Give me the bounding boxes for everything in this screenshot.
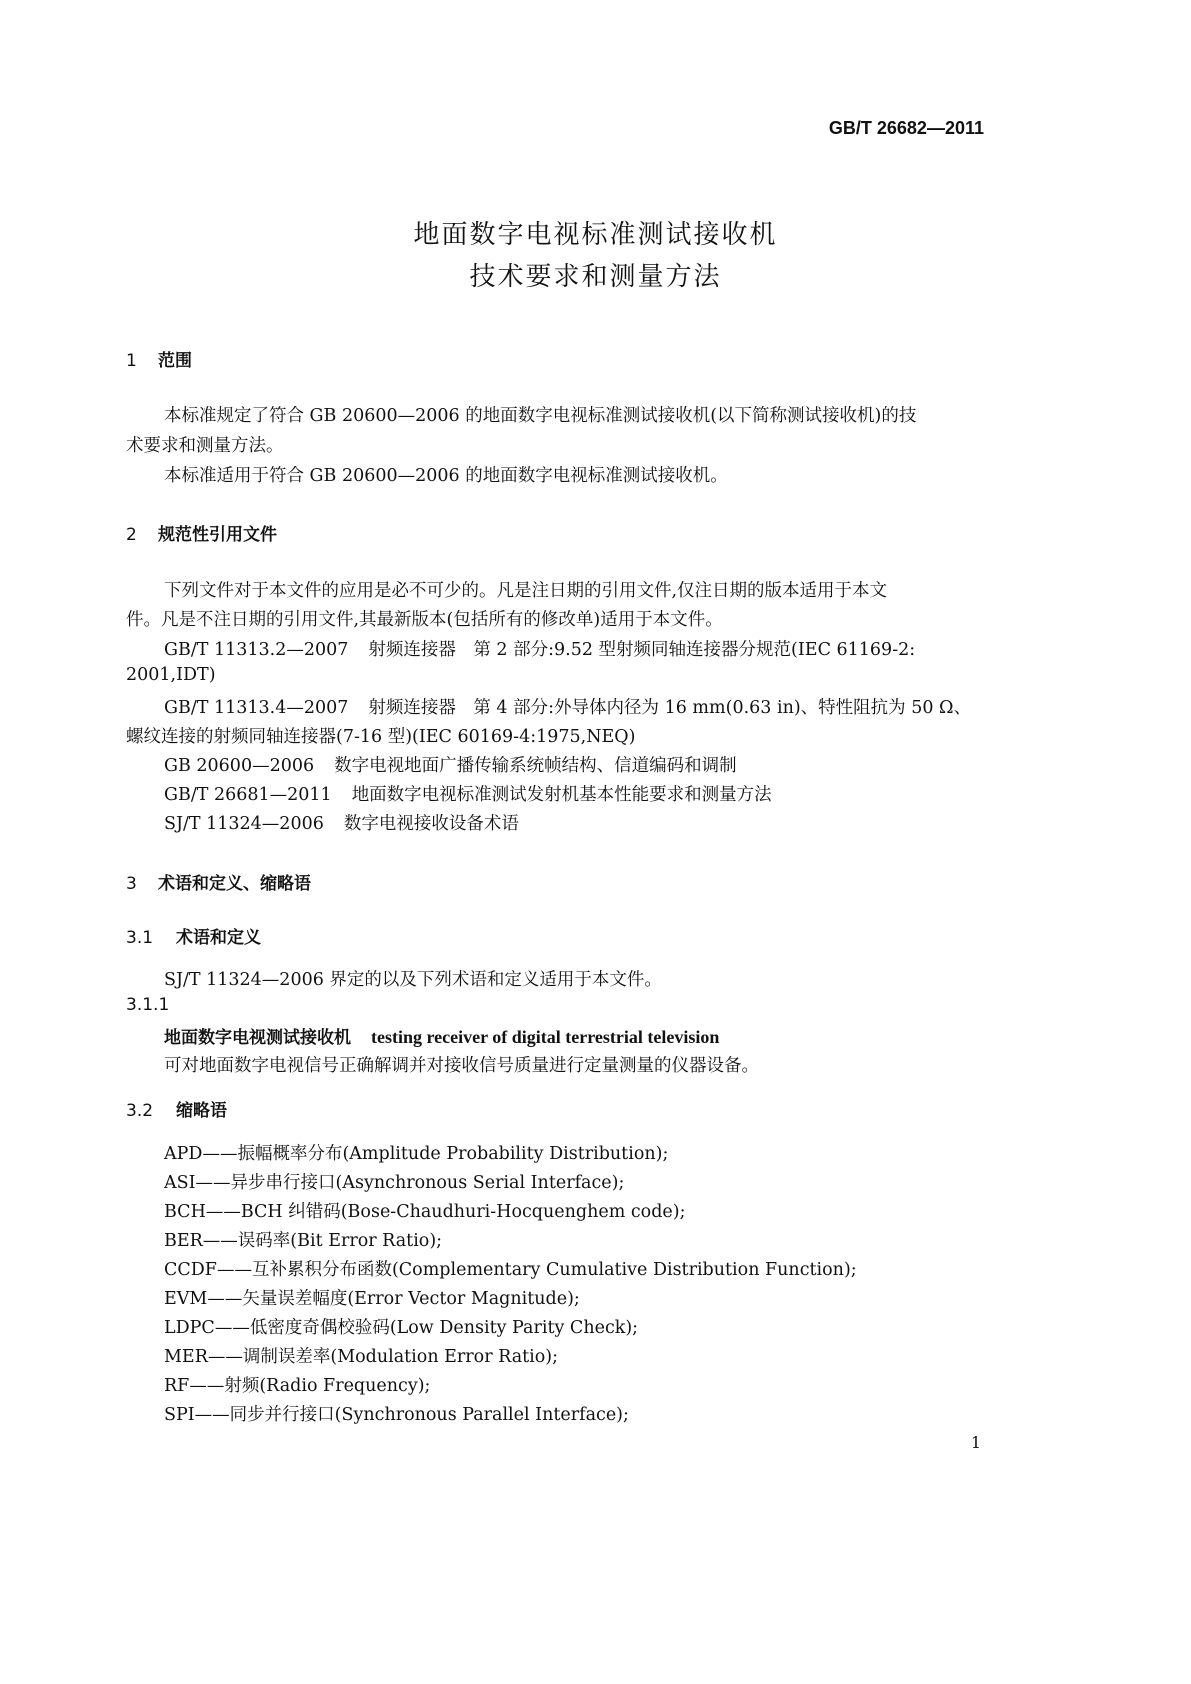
section-2-heading	[126, 520, 277, 545]
reference-continuation: 螺纹连接的射频同轴连接器(7-16 型)(IEC 60169-4:1975,NEQ)	[126, 727, 636, 747]
paragraph: 下列文件对于本文件的应用是必不可少的。凡是注日期的引用文件,仅注日期的版本适用于本文	[164, 581, 888, 601]
abbreviation-item: BER——误码率(Bit Error Ratio);	[164, 1231, 443, 1251]
section-title: 术语和定义、缩略语	[158, 874, 311, 894]
abbreviation-item: ASI——异步串行接口(Asynchronous Serial Interface);	[164, 1173, 625, 1193]
abbreviation-item: SPI——同步并行接口(Synchronous Parallel Interface);	[164, 1405, 629, 1425]
reference-entry	[164, 694, 971, 719]
abbreviation-item: MER——调制误差率(Modulation Error Ratio);	[164, 1347, 559, 1367]
term-definition: 可对地面数字电视信号正确解调并对接收信号质量进行定量测量的仪器设备。	[164, 1056, 759, 1076]
subsection-title: 缩略语	[176, 1101, 227, 1121]
document-title-line2: 技术要求和测量方法	[469, 262, 722, 292]
paragraph-continuation: 件。凡是不注日期的引用文件,其最新版本(包括所有的修改单)适用于本文件。	[126, 610, 723, 630]
abbreviation-item: BCH——BCH 纠错码(Bose-Chaudhuri-Hocquenghem code);	[164, 1202, 686, 1222]
reference-entry	[164, 752, 737, 777]
reference-code: GB 20600—2006	[164, 756, 315, 776]
section-number: 1	[126, 351, 137, 371]
reference-title: 射频连接器 第 2 部分:9.52 型射频同轴连接器分规范(IEC 61169-2:	[368, 640, 916, 660]
section-1-heading	[126, 346, 192, 371]
section-title: 规范性引用文件	[158, 525, 277, 545]
paragraph-continuation: 术要求和测量方法。	[126, 436, 284, 456]
reference-continuation: 2001,IDT)	[126, 665, 216, 685]
reference-entry	[164, 810, 519, 835]
reference-entry	[164, 781, 772, 806]
reference-title: 地面数字电视标准测试发射机基本性能要求和测量方法	[351, 785, 772, 805]
section-3-heading	[126, 869, 311, 894]
reference-code: GB/T 11313.4—2007	[164, 698, 349, 718]
subsection-title: 术语和定义	[176, 928, 261, 948]
page-number: 1	[970, 1433, 981, 1452]
document-title-line1: 地面数字电视标准测试接收机	[413, 220, 778, 250]
reference-title: 数字电视接收设备术语	[343, 814, 519, 834]
subsection-3-1-heading	[126, 923, 261, 948]
reference-title: 射频连接器 第 4 部分:外导体内径为 16 mm(0.63 in)、特性阻抗为 50 Ω、	[368, 698, 972, 718]
term-chinese: 地面数字电视测试接收机	[164, 1028, 351, 1048]
section-number: 2	[126, 525, 137, 545]
abbreviation-item: EVM——矢量误差幅度(Error Vector Magnitude);	[164, 1289, 580, 1309]
term-number: 3.1.1	[126, 995, 170, 1015]
subsection-3-2-heading	[126, 1096, 227, 1121]
paragraph: 本标准规定了符合 GB 20600—2006 的地面数字电视标准测试接收机(以下简称测试接收机)的技	[164, 406, 917, 426]
reference-code: SJ/T 11324—2006	[164, 814, 324, 834]
abbreviation-item: APD——振幅概率分布(Amplitude Probability Distribution);	[164, 1144, 669, 1164]
abbreviation-item: RF——射频(Radio Frequency);	[164, 1376, 431, 1396]
term-english: testing receiver of digital terrestrial television	[371, 1027, 720, 1047]
subsection-number: 3.2	[126, 1101, 154, 1121]
abbreviation-item: LDPC——低密度奇偶校验码(Low Density Parity Check);	[164, 1318, 639, 1338]
abbreviation-item: CCDF——互补累积分布函数(Complementary Cumulative Distribution Function);	[164, 1260, 857, 1280]
paragraph: 本标准适用于符合 GB 20600—2006 的地面数字电视标准测试接收机。	[164, 466, 728, 486]
reference-code: GB/T 26681—2011	[164, 785, 332, 805]
paragraph: SJ/T 11324—2006 界定的以及下列术语和定义适用于本文件。	[164, 970, 662, 990]
reference-entry	[164, 636, 915, 661]
section-title: 范围	[158, 351, 192, 371]
reference-title: 数字电视地面广播传输系统帧结构、信道编码和调制	[334, 756, 737, 776]
standard-code: GB/T 26682—2011	[828, 118, 984, 138]
term-entry	[164, 1023, 719, 1048]
reference-code: GB/T 11313.2—2007	[164, 640, 349, 660]
section-number: 3	[126, 874, 137, 894]
subsection-number: 3.1	[126, 928, 154, 948]
